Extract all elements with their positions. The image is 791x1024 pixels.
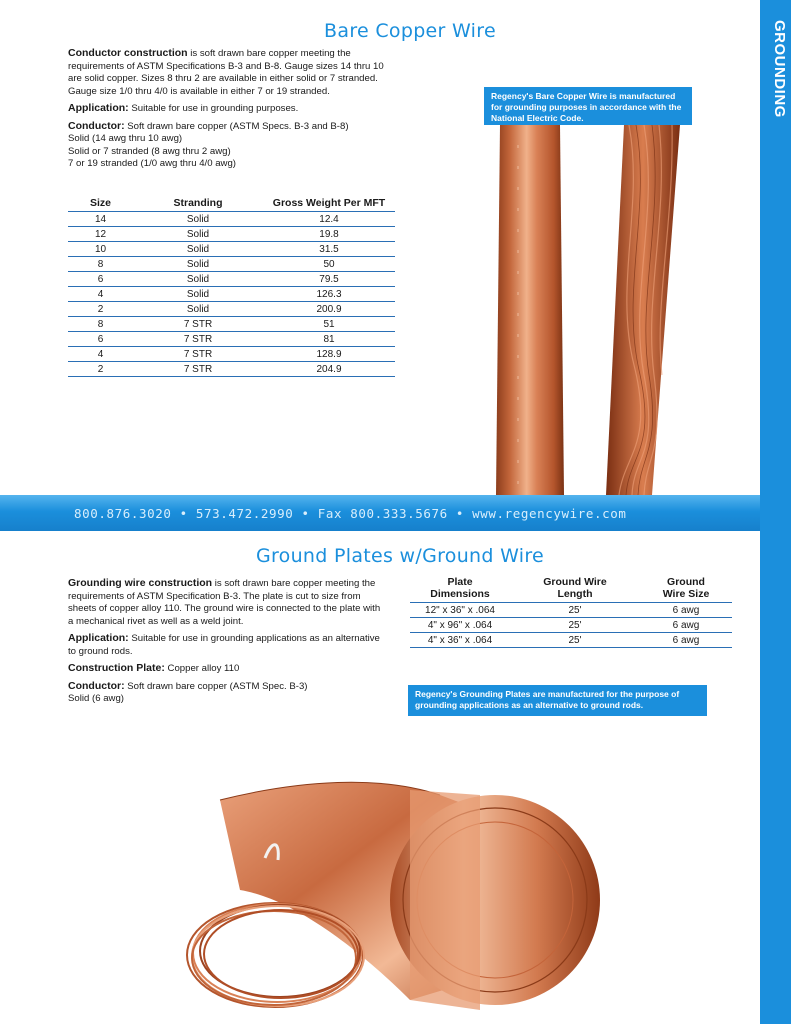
contact-info: 800.876.3020 • 573.472.2990 • Fax 800.333.5676 • www.regencywire.com	[74, 506, 627, 521]
table-cell: Solid	[133, 272, 263, 287]
table-cell: 8	[68, 257, 133, 272]
wire-spec-table	[68, 197, 395, 377]
table-cell: 12" x 36" x .064	[410, 603, 510, 618]
construction-plate-label: Construction Plate:	[68, 662, 165, 674]
table-cell: 50	[263, 257, 395, 272]
table-row	[410, 633, 732, 648]
table-row	[68, 257, 395, 272]
table-row	[68, 347, 395, 362]
table-cell: 25'	[510, 618, 640, 633]
conductor-line: Solid (6 awg)	[68, 693, 124, 704]
header-ground-wire-length: Ground Wire Length	[510, 576, 640, 603]
table-cell: 7 STR	[133, 332, 263, 347]
conductor-line: Solid or 7 stranded (8 awg thru 2 awg)	[68, 145, 231, 157]
table-cell: 81	[263, 332, 395, 347]
application-label: Application:	[68, 102, 129, 114]
header-stranding: Stranding	[133, 197, 263, 212]
table-cell: 51	[263, 317, 395, 332]
table-cell: 12.4	[263, 212, 395, 227]
table-header-row	[410, 576, 732, 603]
construction-text: is soft drawn bare copper meeting the requirements of ASTM Specifications B-3 and B-8. Gauge sizes 14 thru 10 are solid copper. Sizes 8 thru 2 are available in either solid or 7 stranded. Gauge size 1/0 thru 4/0 is available in either 7 or 19 stranded.	[68, 48, 384, 97]
table-cell: 25'	[510, 633, 640, 648]
table-row	[68, 242, 395, 257]
table-cell: 4	[68, 287, 133, 302]
table-cell: 128.9	[263, 347, 395, 362]
conductor-line: Solid (14 awg thru 10 awg)	[68, 133, 183, 144]
table-cell: 31.5	[263, 242, 395, 257]
table-cell: 7 STR	[133, 347, 263, 362]
application-text: Suitable for use in grounding purposes.	[128, 103, 299, 114]
table-cell: 4" x 36" x .064	[410, 633, 510, 648]
header-plate-dimensions: Plate Dimensions	[410, 576, 510, 603]
section1-description	[68, 47, 386, 171]
table-row	[68, 287, 395, 302]
table-cell: 204.9	[263, 362, 395, 377]
table-cell: Solid	[133, 227, 263, 242]
side-tab	[760, 0, 791, 1024]
table-cell: 2	[68, 362, 133, 377]
ground-plate-spec-table	[410, 576, 732, 648]
table-cell: 126.3	[263, 287, 395, 302]
table-cell: Solid	[133, 212, 263, 227]
construction-text: is soft drawn bare copper meeting the requirements of ASTM Specification B-3. The plate is cut to size from sheets of copper alloy 110. The ground wire is connected to the plate with a mechanical rivet as well as a weld joint.	[68, 578, 381, 627]
table-row	[68, 362, 395, 377]
table-cell: 12	[68, 227, 133, 242]
table-cell: 200.9	[263, 302, 395, 317]
construction-label: Grounding wire construction	[68, 577, 213, 589]
table-cell: Solid	[133, 242, 263, 257]
table-cell: 79.5	[263, 272, 395, 287]
table-cell: 6	[68, 272, 133, 287]
conductor-line: 7 or 19 stranded (1/0 awg thru 4/0 awg)	[68, 158, 236, 169]
table-cell: 6 awg	[640, 618, 732, 633]
table-cell: 4	[68, 347, 133, 362]
header-gross-weight: Gross Weight Per MFT	[263, 197, 395, 212]
table-header-row	[68, 197, 395, 212]
table-row	[68, 302, 395, 317]
table-cell: 4" x 96" x .064	[410, 618, 510, 633]
side-tab-label: GROUNDING	[771, 20, 788, 118]
bare-copper-wire-photo	[484, 125, 692, 495]
table-row	[68, 227, 395, 242]
application-text: Suitable for use in grounding applications as an alternative to ground rods.	[68, 633, 380, 657]
table-cell: Solid	[133, 287, 263, 302]
table-cell: 19.8	[263, 227, 395, 242]
section-title-bare-copper-wire: Bare Copper Wire	[324, 20, 496, 42]
conductor-label: Conductor:	[68, 119, 125, 132]
table-cell: 14	[68, 212, 133, 227]
table-cell: 6	[68, 332, 133, 347]
table-cell: 7 STR	[133, 317, 263, 332]
table-row	[410, 618, 732, 633]
section-title-ground-plates: Ground Plates w/Ground Wire	[255, 545, 545, 567]
header-size: Size	[68, 197, 133, 212]
table-row	[68, 332, 395, 347]
table-row	[68, 212, 395, 227]
conductor-label: Conductor:	[68, 679, 125, 692]
ground-plate-photo	[180, 770, 610, 1020]
application-label: Application:	[68, 632, 129, 644]
table-cell: Solid	[133, 257, 263, 272]
table-cell: Solid	[133, 302, 263, 317]
table-cell: 2	[68, 302, 133, 317]
construction-plate-text: Copper alloy 110	[164, 663, 240, 674]
conductor-text: Soft drawn bare copper (ASTM Spec. B-3)	[124, 680, 308, 692]
contact-bar	[0, 495, 760, 531]
ground-plate-note: Regency's Grounding Plates are manufactured for the purpose of grounding applications as an alternative to ground rods.	[408, 685, 707, 716]
table-row	[68, 272, 395, 287]
table-cell: 25'	[510, 603, 640, 618]
table-cell: 10	[68, 242, 133, 257]
table-cell: 8	[68, 317, 133, 332]
header-ground-wire-size: Ground Wire Size	[640, 576, 732, 603]
conductor-text: Soft drawn bare copper (ASTM Specs. B-3 and B-8)	[124, 120, 349, 132]
table-cell: 7 STR	[133, 362, 263, 377]
bare-wire-note: Regency's Bare Copper Wire is manufactured for grounding purposes in accordance with the National Electric Code.	[484, 87, 692, 125]
table-cell: 6 awg	[640, 633, 732, 648]
table-cell: 6 awg	[640, 603, 732, 618]
table-row	[410, 603, 732, 618]
section2-description	[68, 577, 386, 706]
table-row	[68, 317, 395, 332]
construction-label: Conductor construction	[68, 47, 188, 59]
